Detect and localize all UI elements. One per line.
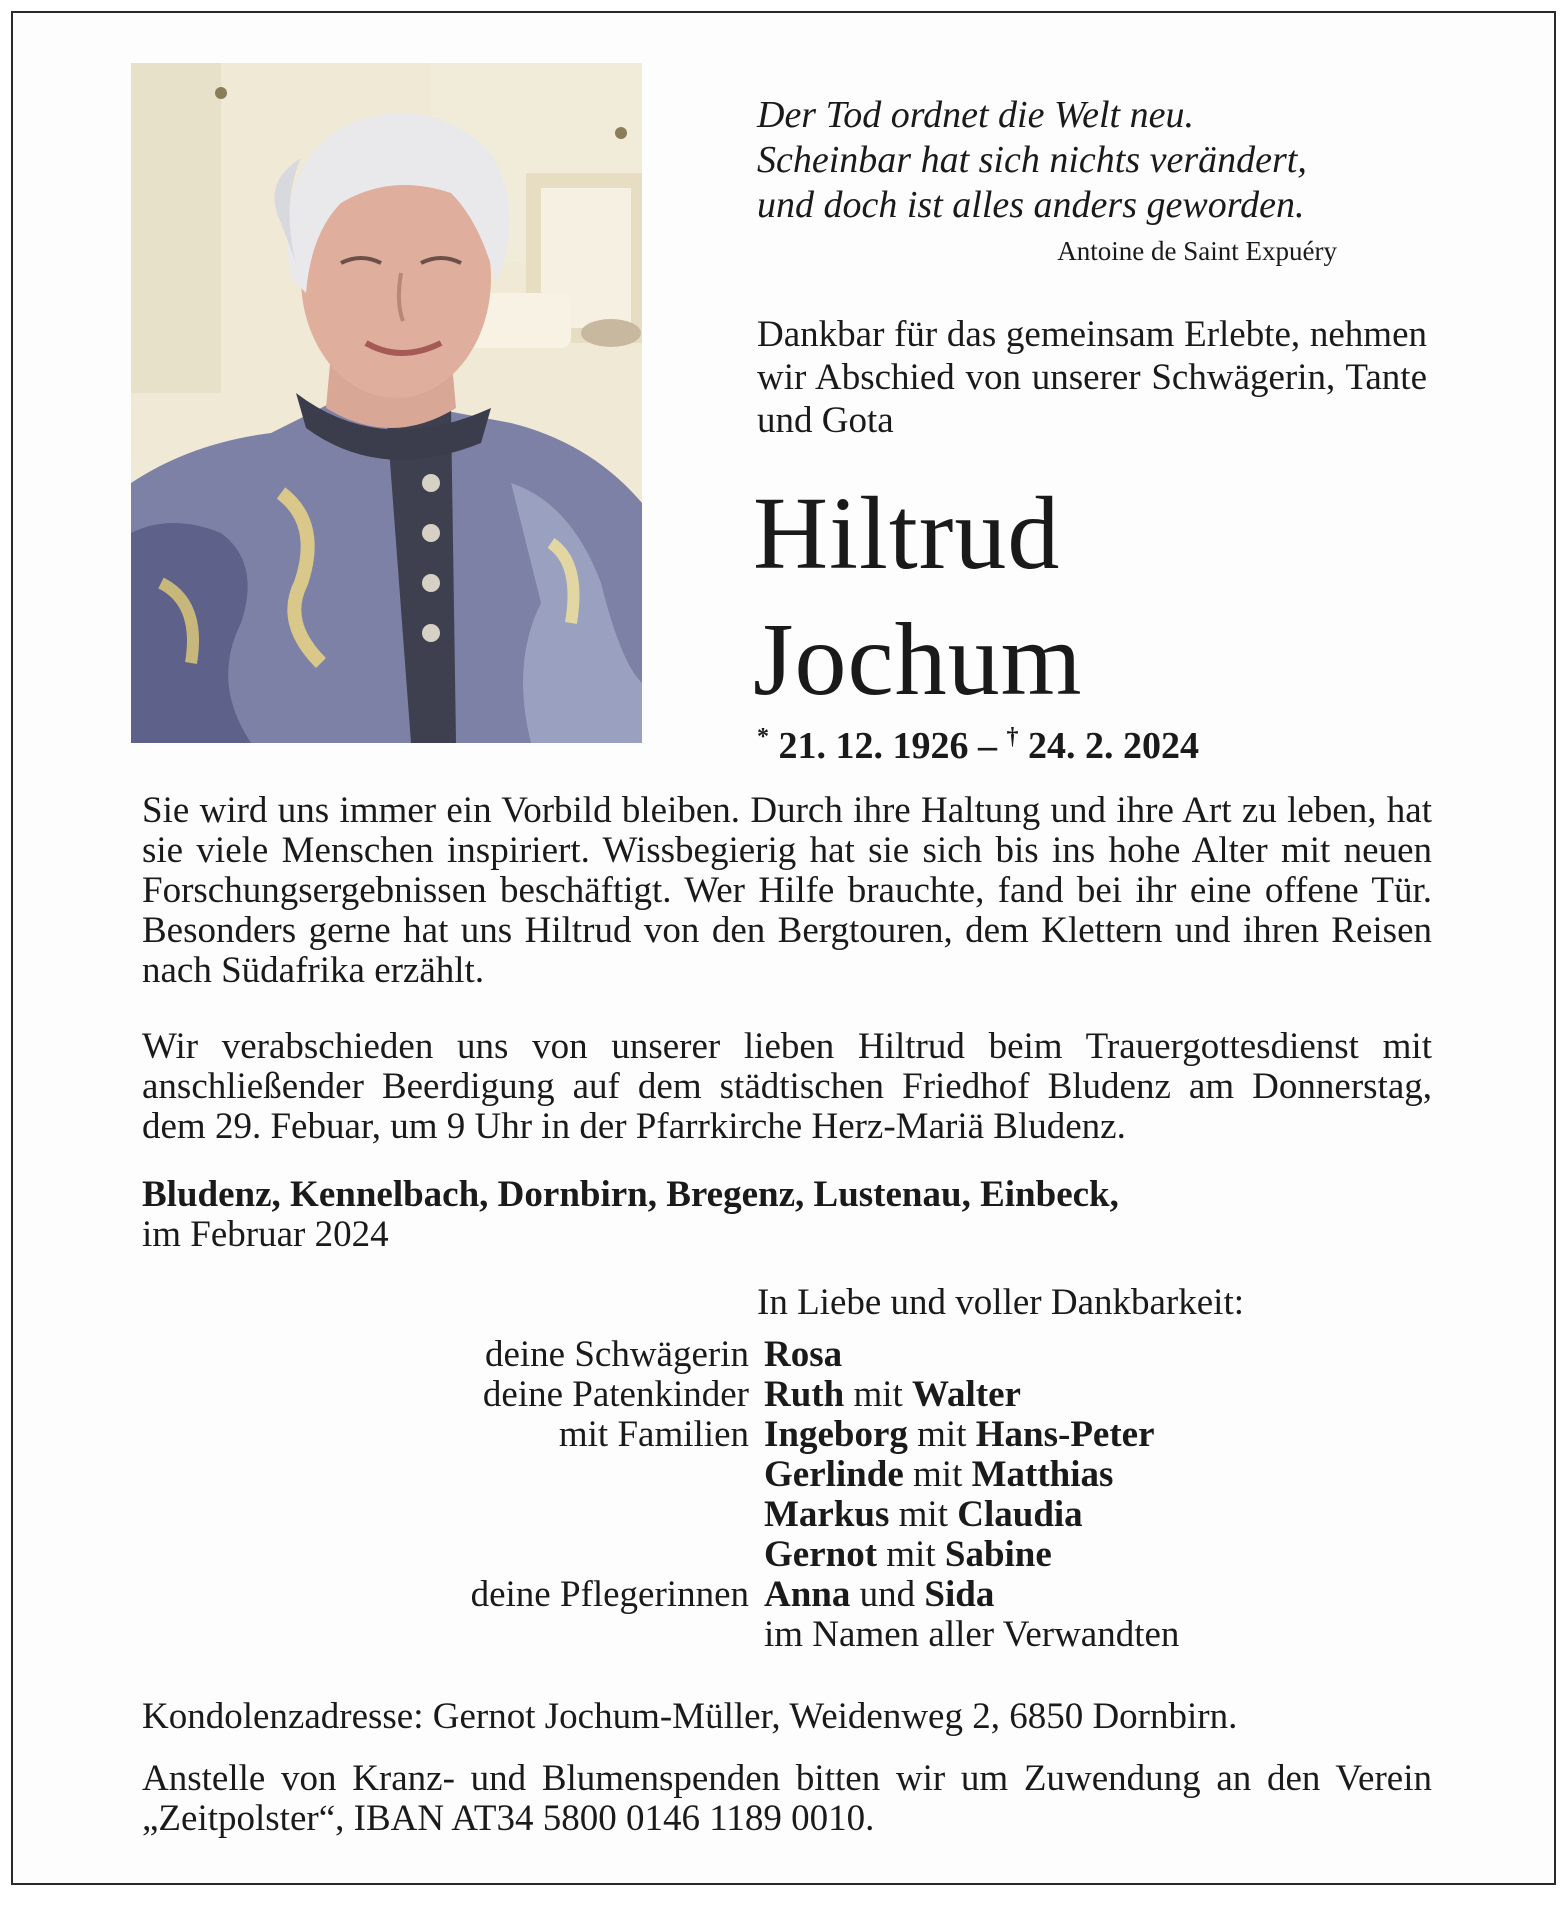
mourner-row — [142, 1615, 1442, 1655]
mourner-join: mit — [917, 1414, 967, 1455]
mourner-join: mit — [913, 1454, 963, 1495]
mourner-row — [142, 1575, 1442, 1615]
last-name: Jochum — [753, 602, 1083, 717]
mourner-name: Walter — [912, 1374, 1021, 1415]
mourner-row — [142, 1535, 1442, 1575]
deceased-name — [753, 471, 1473, 723]
quote-line: und doch ist alles anders geworden. — [757, 184, 1305, 226]
quote-author: Antoine de Saint Expuéry — [1057, 236, 1337, 266]
date-dash: – — [978, 725, 997, 767]
donation-note: Anstelle von Kranz- und Blumenspenden bitten wir um Zuwendung an den Verein „Zeitpolster“, IBAN AT34 5800 0146 1189 0010. — [142, 1758, 1432, 1839]
quote-line: Der Tod ordnet die Welt neu. — [757, 94, 1194, 136]
mourner-names — [757, 1575, 1442, 1615]
place-date: im Februar 2024 — [142, 1214, 389, 1255]
mourner-name: Ingeborg — [764, 1414, 908, 1455]
tribute-paragraph: Sie wird uns immer ein Vorbild bleiben. Durch ihre Haltung und ihre Art zu leben, hat sie viele Menschen inspiriert. Wissbegierig hat sie sich bis ins hohe Alter mit neuen Forschungsergebnissen beschäftigt. Wer Hilfe brauchte, fand bei ihr eine offene Tür. Besonders gerne hat uns Hiltrud von den Bergtouren, dem Klettern und ihren Reisen nach Südafrika erzählt. — [142, 790, 1432, 991]
mourner-row — [142, 1455, 1442, 1495]
birth-date: 21. 12. 1926 — [778, 725, 969, 767]
mourner-role — [142, 1455, 757, 1495]
first-name: Hiltrud — [753, 476, 1061, 591]
birth-symbol: * — [757, 724, 769, 750]
mourner-row — [142, 1495, 1442, 1535]
mourner-role: mit Familien — [558, 1414, 749, 1455]
mourner-join: mit — [898, 1494, 948, 1535]
mourner-name: Anna — [764, 1574, 851, 1615]
portrait-photo — [131, 63, 642, 743]
mourner-row — [142, 1375, 1442, 1415]
intro-text: Dankbar für das gemeinsam Erlebte, nehmen wir Abschied von unserer Schwägerin, Tante und Gota — [757, 314, 1427, 441]
mourner-row — [142, 1335, 1442, 1375]
mourner-name: Ruth — [764, 1374, 845, 1415]
mourner-join: mit — [853, 1374, 903, 1415]
mourner-name: Matthias — [971, 1454, 1114, 1495]
mourner-row — [142, 1415, 1442, 1455]
mourner-role — [142, 1535, 757, 1575]
relatives-line: im Namen aller Verwandten — [764, 1614, 1180, 1655]
quote — [757, 93, 1317, 228]
mourner-names — [757, 1495, 1442, 1535]
mourners-list — [142, 1335, 1442, 1655]
condolence-address: Kondolenzadresse: Gernot Jochum-Müller, Weidenweg 2, 6850 Dornbirn. — [142, 1696, 1238, 1737]
life-dates — [757, 715, 1199, 768]
mourner-name: Gernot — [764, 1534, 878, 1575]
mourner-name: Claudia — [957, 1494, 1083, 1535]
mourner-role — [142, 1495, 757, 1535]
mourner-name: Gerlinde — [764, 1454, 904, 1495]
mourner-name: Rosa — [764, 1334, 843, 1375]
mourner-name: Sida — [924, 1574, 995, 1615]
mourner-name: Markus — [764, 1494, 890, 1535]
death-symbol: † — [1006, 724, 1019, 750]
mourner-names — [757, 1335, 1442, 1375]
death-date: 24. 2. 2024 — [1028, 725, 1199, 767]
quote-line: Scheinbar hat sich nichts verändert, — [757, 139, 1307, 181]
mourner-names — [757, 1535, 1442, 1575]
mourner-name: Hans-Peter — [975, 1414, 1155, 1455]
mourner-join: und — [859, 1574, 916, 1615]
mourner-join: mit — [886, 1534, 936, 1575]
mourner-names — [757, 1375, 1442, 1415]
obituary-notice — [11, 11, 1556, 1885]
closing-line: In Liebe und voller Dankbarkeit: — [757, 1282, 1244, 1323]
mourner-role: deine Schwägerin — [484, 1334, 749, 1375]
mourner-name: Sabine — [944, 1534, 1052, 1575]
places-list: Bludenz, Kennelbach, Dornbirn, Bregenz, Lustenau, Einbeck, — [142, 1174, 1119, 1215]
mourner-role: deine Pflegerinnen — [470, 1574, 749, 1615]
mourner-role: deine Patenkinder — [482, 1374, 749, 1415]
funeral-paragraph: Wir verabschieden uns von unserer lieben Hiltrud beim Trauergottesdienst mit anschließender Beerdigung auf dem städtischen Friedhof Bludenz am Donnerstag, dem 29. Febuar, um 9 Uhr in der Pfarrkirche Herz-Mariä Bludenz. — [142, 1026, 1432, 1147]
mourner-names — [757, 1455, 1442, 1495]
mourner-names — [757, 1415, 1442, 1455]
